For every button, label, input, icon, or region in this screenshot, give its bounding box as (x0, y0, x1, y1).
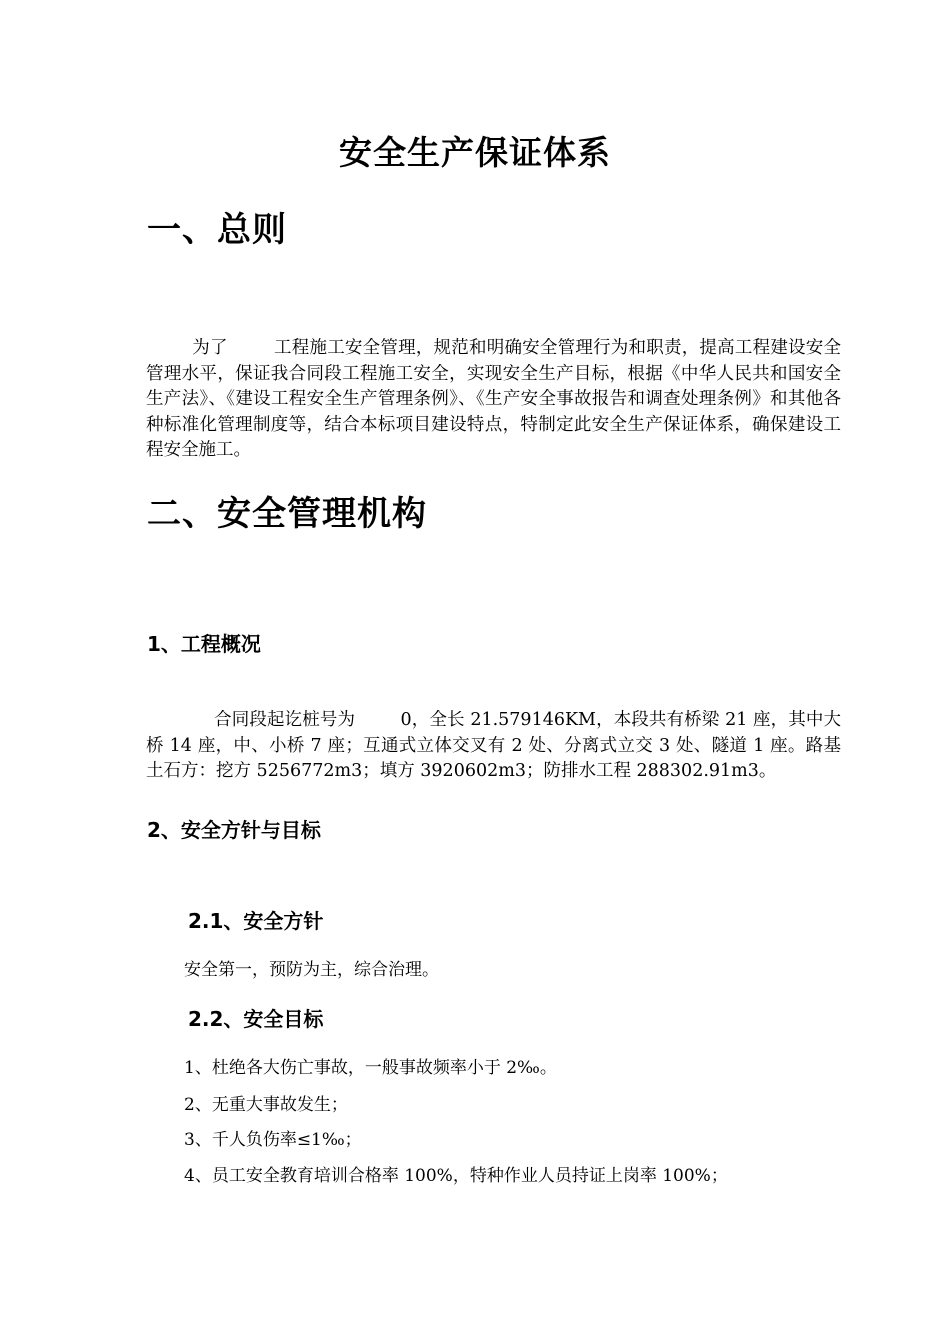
goal-item: 2、无重大事故发生； (184, 1095, 348, 1115)
subheading-policy-and-goals: 2、安全方针与目标 (147, 818, 321, 842)
safety-policy-text: 安全第一，预防为主，综合治理。 (184, 960, 439, 980)
section-heading-general: 一、总则 (147, 210, 287, 250)
goal-item: 3、千人负伤率≤1‰； (184, 1130, 362, 1150)
subheading-safety-goals: 2.2、安全目标 (188, 1007, 324, 1031)
general-paragraph: 为了 工程施工安全管理，规范和明确安全管理行为和职责，提高工程建设安全管理水平，保证我合同段工程施工安全，实现安全生产目标，根据《中华人民共和国安全生产法》、《建设工程安全生产管理条例》、《生产安全事故报告和调查处理条例》和其他各种标准化管理制度等，结合本标项目建设特点，特制定此安全生产保证体系，确保建设工程安全施工。 (146, 338, 841, 460)
goal-item: 1、杜绝各大伤亡事故，一般事故频率小于 2‰。 (184, 1058, 557, 1078)
goal-item: 4、员工安全教育培训合格率 100%，特种作业人员持证上岗率 100%； (184, 1166, 728, 1186)
section-heading-safety-organization: 二、安全管理机构 (147, 494, 427, 534)
subheading-project-overview: 1、工程概况 (147, 632, 261, 656)
project-overview-paragraph: 合同段起讫桩号为 0，全长 21.579146KM，本段共有桥梁 21 座，其中大桥 14 座，中、小桥 7 座；互通式立体交叉有 2 处、分离式立交 3 处、隧道 1 座。路基土石方：挖方 5256772m3；填方 3920602m3；防排水工程 288302.91m3。 (146, 710, 841, 781)
document-title: 安全生产保证体系 (339, 133, 611, 172)
subheading-safety-policy: 2.1、安全方针 (188, 909, 324, 933)
